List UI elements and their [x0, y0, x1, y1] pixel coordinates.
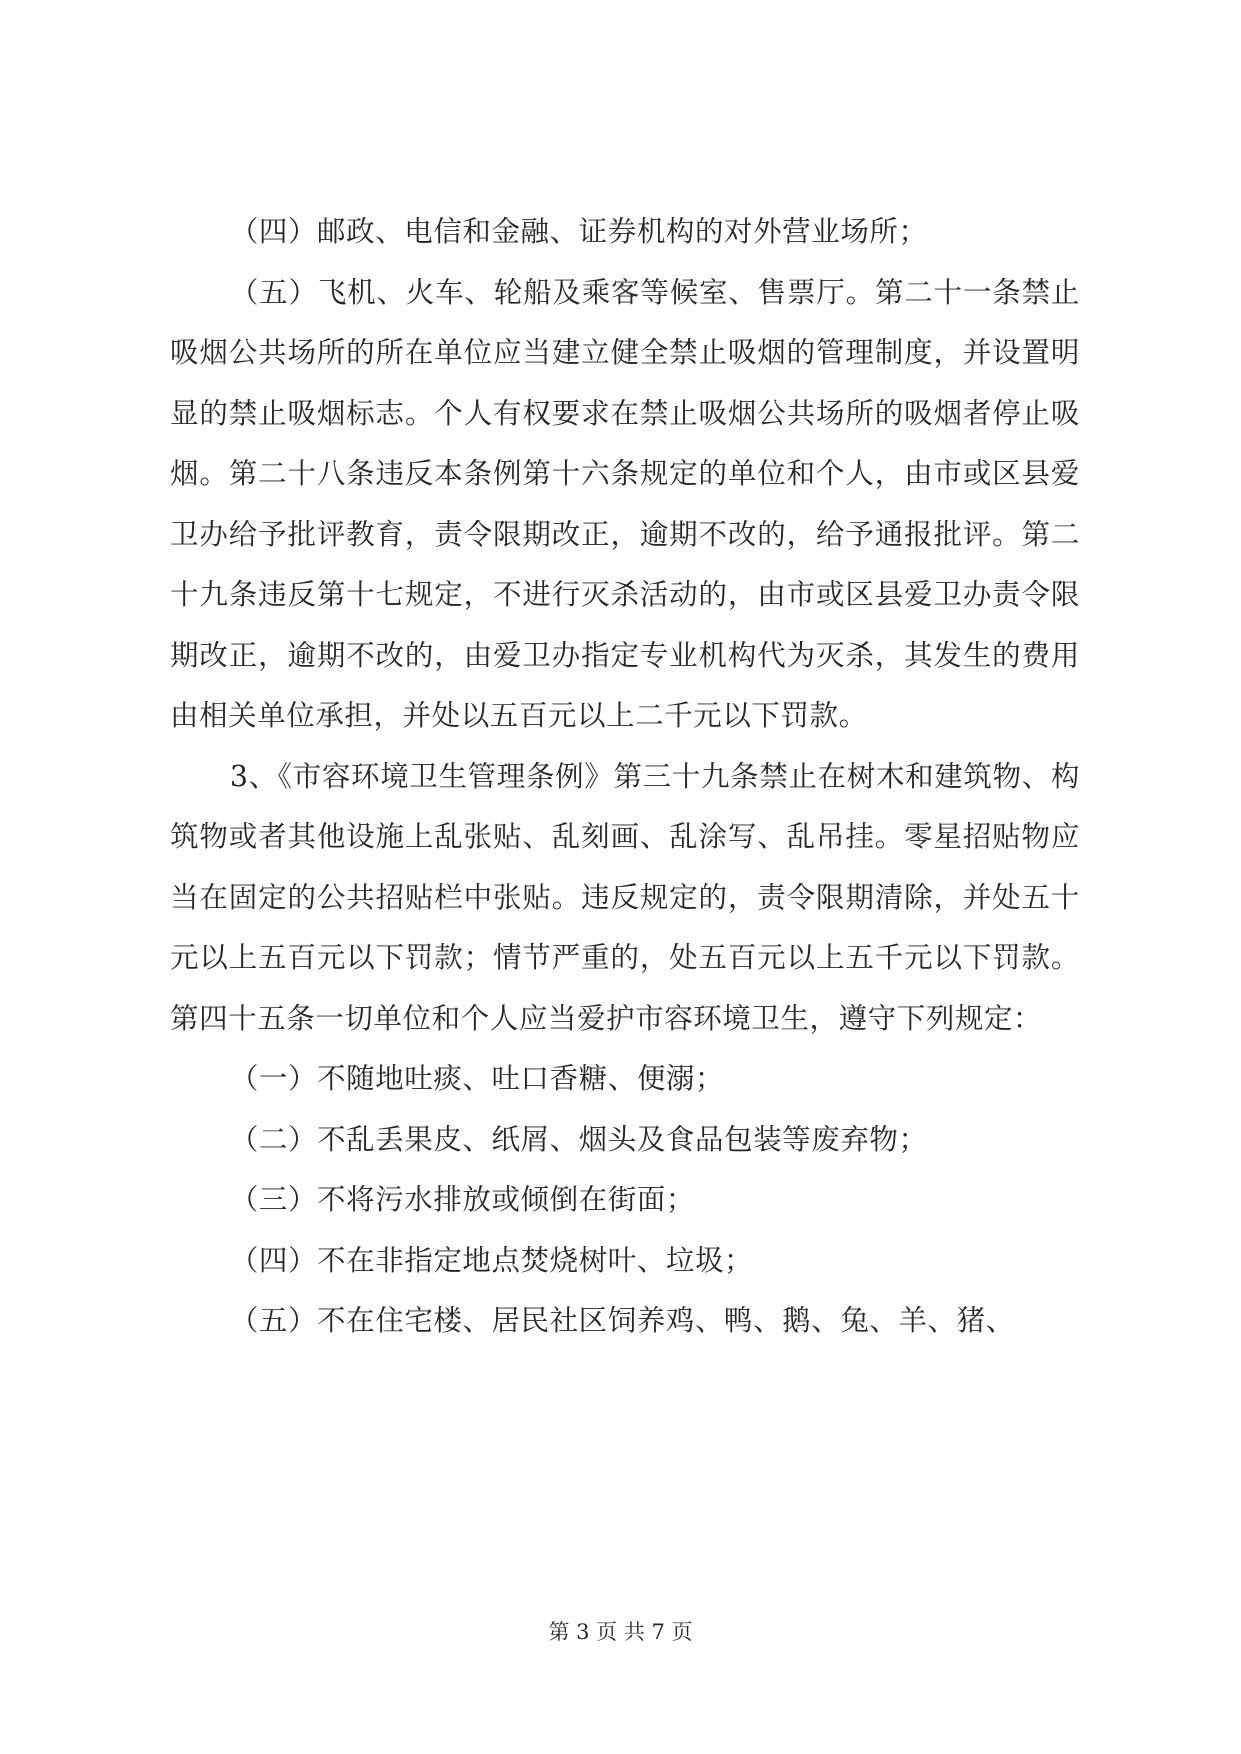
paragraph: （四）不在非指定地点焚烧树叶、垃圾； [229, 1243, 754, 1277]
paragraph: （三）不将污水排放或倾倒在街面； [229, 1183, 695, 1216]
paragraph: （五）不在住宅楼、居民社区饲养鸡、鸭、鹅、兔、羊、猪、 [229, 1304, 1015, 1337]
paragraph: （五）飞机、火车、轮船及乘客等候室、售票厅。第二十一条禁止吸烟公共场所的所在单位应当建立健全禁止吸烟的管理制度，并设置明显的禁止吸烟标志。个人有权要求在禁止吸烟公共场所的吸烟者停止吸烟。第二十八条违反本条例第十六条规定的单位和个人，由市或区县爱卫办给予批评教育，责令限期改正，逾期不改的，给予通报批评。第二十九条违反第十七规定，不进行灭杀活动的，由市或区县爱卫办责令限期改正，逾期不改的，由爱卫办指定专业机构代为灭杀，其发生的费用由相关单位承担，并处以五百元以上二千元以下罚款。 [170, 275, 1080, 732]
paragraph: （一）不随地吐痰、吐口香糖、便溺； [229, 1062, 725, 1095]
paragraph: （二）不乱丢果皮、纸屑、烟头及食品包装等废弃物； [229, 1122, 928, 1156]
page-number-footer: 第 3 页 共 7 页 [548, 1620, 693, 1644]
document-body [170, 202, 1080, 1352]
paragraph: （四）邮政、电信和金融、证券机构的对外营业场所； [229, 215, 928, 248]
paragraph: 3、《市容环境卫生管理条例》第三十九条禁止在树木和建筑物、构筑物或者其他设施上乱张贴、乱刻画、乱涂写、乱吊挂。零星招贴物应当在固定的公共招贴栏中张贴。违反规定的，责令限期清除，并处五十元以上五百元以下罚款；情节严重的，处五百元以上五千元以下罚款。第四十五条一切单位和个人应当爱护市容环境卫生，遵守下列规定： [170, 759, 1080, 1035]
